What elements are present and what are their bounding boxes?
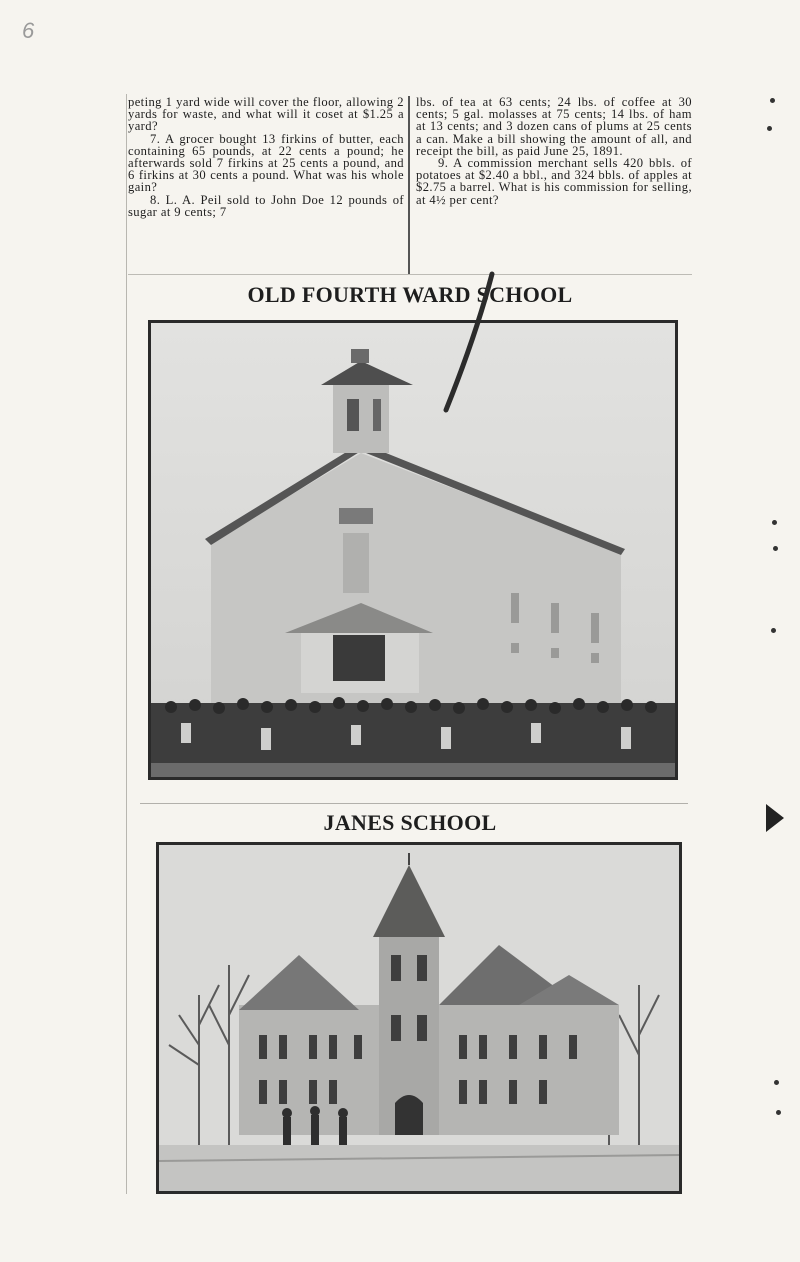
article-text bbox=[128, 96, 692, 275]
old-fourth-ward-school-photo bbox=[148, 320, 678, 780]
paragraph: 8. L. A. Peil sold to John Doe 12 pounds of sugar at 9 cents; 7 bbox=[128, 192, 404, 219]
janes-school-heading: JANES SCHOOL bbox=[323, 810, 497, 835]
paragraph: lbs. of tea at 63 cents; 24 lbs. of coffee at 30 cents; 5 gal. molasses at 75 cents; 14 lbs. of ham at 13 cents; and 3 dozen cans of plums at 25 cents a can. Make a bill showing the amount of all, and receipt the bill, as paid June 25, 1891. bbox=[416, 96, 692, 158]
paragraph: peting 1 yard wide will cover the floor, allowing 2 yards for waste, and what will it coset at $1.25 a yard? bbox=[128, 96, 404, 134]
page-number-mark: 6 bbox=[22, 18, 35, 43]
article-column-left bbox=[128, 96, 410, 274]
edge-speck bbox=[772, 520, 777, 525]
edge-speck bbox=[773, 546, 778, 551]
school-building-illustration bbox=[151, 323, 675, 777]
paragraph: 9. A commission merchant sells 420 bbls. of potatoes at $2.40 a bbl., and 324 bbls. of apples at $2.75 a barrel. What is his commission for selling, at 4½ per cent? bbox=[416, 156, 692, 207]
edge-speck bbox=[771, 628, 776, 633]
edge-speck bbox=[770, 98, 775, 103]
pen-stroke-mark bbox=[440, 270, 500, 420]
section-divider bbox=[140, 803, 688, 804]
school-building-illustration bbox=[159, 845, 679, 1191]
edge-speck bbox=[767, 126, 772, 131]
edge-speck bbox=[776, 1110, 781, 1115]
article-column-right bbox=[410, 96, 692, 274]
janes-school-photo bbox=[156, 842, 682, 1194]
paragraph: 7. A grocer bought 13 firkins of butter, each containing 65 pounds, at 22 cents a pound; he afterwards sold 7 firkins at 25 cents a pound, and 6 firkins at 30 cents a pound. What was his whole gain? bbox=[128, 131, 404, 195]
edge-arrow-mark bbox=[766, 804, 784, 832]
old-fourth-ward-heading: OLD FOURTH WARD SCHOOL bbox=[247, 282, 573, 307]
edge-speck bbox=[774, 1080, 779, 1085]
